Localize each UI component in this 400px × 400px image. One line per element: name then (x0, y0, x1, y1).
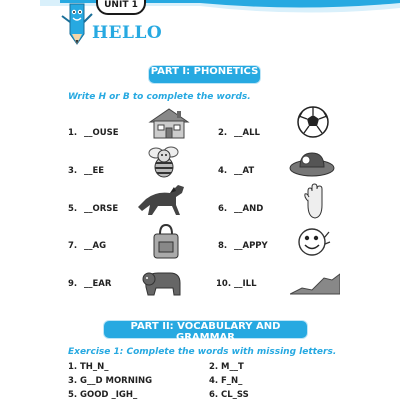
bag-icon (150, 222, 182, 260)
part1-instruction: Write H or B to complete the words. (68, 92, 251, 102)
phonetics-item-4: 4. __AT (218, 166, 255, 176)
part1-heading: PART I: PHONETICS (149, 66, 260, 83)
hat-icon (288, 148, 336, 178)
part2-instruction: Exercise 1: Complete the words with missing letters. (68, 347, 337, 357)
phonetics-item-6: 6. __AND (218, 204, 264, 214)
phonetics-item-1: 1. __OUSE (68, 128, 119, 138)
hand-icon (302, 183, 328, 221)
pencil-mascot-icon (62, 4, 92, 44)
phonetics-item-10: 10. __ILL (216, 279, 257, 289)
part2-heading: PART II: VOCABULARY AND GRAMMAR (104, 321, 307, 338)
bee-icon (146, 143, 182, 179)
unit-badge: UNIT 1 (96, 0, 146, 15)
exercise1-item-5: 5. GOOD _IGH_ (68, 390, 138, 400)
hill-icon (290, 268, 340, 296)
phonetics-item-7: 7. __AG (68, 241, 107, 251)
phonetics-item-8: 8. __APPY (218, 241, 268, 251)
phonetics-item-2: 2. __ALL (218, 128, 260, 138)
phonetics-item-3: 3. __EE (68, 166, 105, 176)
exercise1-item-4: 4. F_N_ (209, 376, 243, 386)
exercise1-item-1: 1. TH_N_ (68, 362, 109, 372)
exercise1-item-3: 3. G__D MORNING (68, 376, 153, 386)
house-icon (146, 106, 192, 140)
unit-title: HELLO (92, 23, 163, 43)
exercise1-item-6: 6. CL_SS (209, 390, 249, 400)
exercise1-item-2: 2. M__T (209, 362, 244, 372)
phonetics-item-5: 5. __ORSE (68, 204, 119, 214)
header-banner (0, 0, 400, 48)
horse-icon (136, 181, 190, 219)
soccer-ball-icon (296, 105, 330, 139)
happy-face-icon (296, 226, 332, 258)
phonetics-item-9: 9. __EAR (68, 279, 112, 289)
bear-icon (140, 265, 184, 297)
